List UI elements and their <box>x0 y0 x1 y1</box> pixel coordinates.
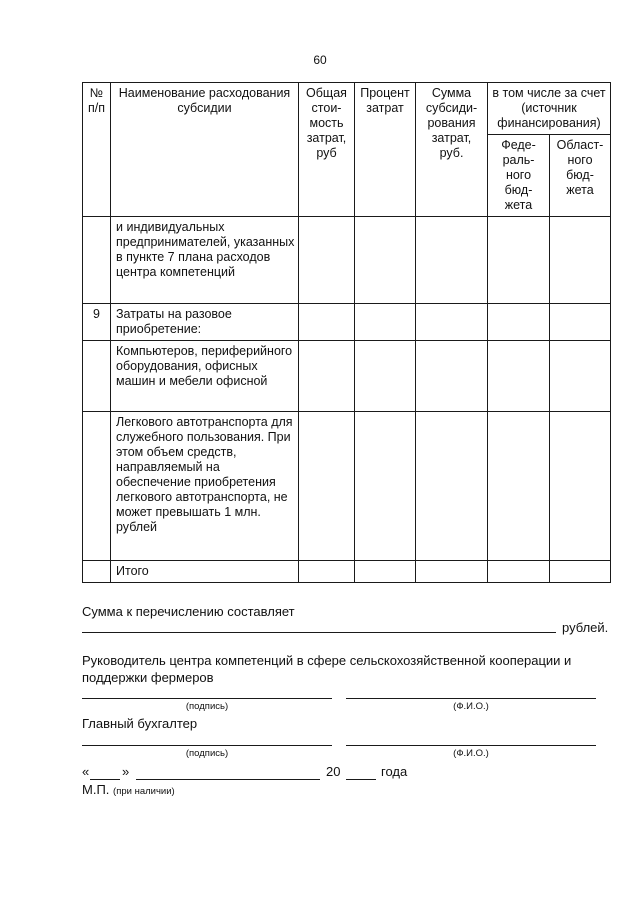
header-including: в том числе за счет (источник финансирования) <box>488 83 611 135</box>
subsidy-expense-table <box>82 82 611 583</box>
row-num <box>83 412 111 561</box>
stamp-abbrev: М.П. <box>82 782 110 797</box>
header-name: Наименование расходования субсидии <box>111 83 299 217</box>
date-close-quote: » <box>122 764 130 779</box>
head-fio-field[interactable] <box>346 698 596 699</box>
stamp-note: (при наличии) <box>113 786 175 797</box>
head-label: Руководитель центра компетенций в сфере сельскохозяйственной кооперации и поддержки фермеров <box>82 653 572 685</box>
head-signature-field[interactable] <box>82 698 332 699</box>
row-name: Итого <box>111 561 299 583</box>
cell-percent <box>355 304 416 341</box>
accountant-fio-hint: (Ф.И.О.) <box>453 748 489 759</box>
date-month-field[interactable] <box>136 779 320 780</box>
table-row-total <box>83 561 611 583</box>
table-row <box>83 341 611 412</box>
cell-total <box>299 341 355 412</box>
cell-federal <box>488 217 550 304</box>
header-subsidy-sum: Сумма субсиди- рования затрат, руб. <box>416 83 488 217</box>
accountant-signature-field[interactable] <box>82 745 332 746</box>
cell-percent <box>355 217 416 304</box>
cell-percent <box>355 561 416 583</box>
stamp-label <box>82 782 175 797</box>
row-num <box>83 341 111 412</box>
table-row <box>83 304 611 341</box>
cell-regional <box>550 217 611 304</box>
table-row <box>83 412 611 561</box>
page-number: 60 <box>313 53 327 67</box>
cell-percent <box>355 341 416 412</box>
row-name: и индивидуальных предпринимателей, указанных в пункте 7 плана расходов центра компетенций <box>111 217 299 304</box>
date-year-field[interactable] <box>346 779 376 780</box>
cell-sum <box>416 304 488 341</box>
cell-sum <box>416 341 488 412</box>
cell-federal <box>488 341 550 412</box>
header-federal-budget: Феде- раль- ного бюд- жета <box>488 135 550 217</box>
cell-regional <box>550 561 611 583</box>
sum-label: Сумма к перечислению составляет <box>82 604 295 619</box>
cell-federal <box>488 561 550 583</box>
cell-total <box>299 304 355 341</box>
rubles-label: рублей. <box>562 620 609 635</box>
row-name: Затраты на разовое приобретение: <box>111 304 299 341</box>
year-suffix: года <box>381 764 408 779</box>
row-name: Легкового автотранспорта для служебного пользования. При этом объем средств, направляемый на обеспечение приобретения легкового автотранспорта, не может превышать 1 млн. рублей <box>111 412 299 561</box>
row-num <box>83 217 111 304</box>
cell-sum <box>416 412 488 561</box>
accountant-fio-field[interactable] <box>346 745 596 746</box>
accountant-label: Главный бухгалтер <box>82 716 198 731</box>
cell-regional <box>550 412 611 561</box>
cell-federal <box>488 304 550 341</box>
sum-field[interactable] <box>82 632 556 633</box>
header-num: № п/п <box>83 83 111 217</box>
head-fio-hint: (Ф.И.О.) <box>453 701 489 712</box>
cell-regional <box>550 341 611 412</box>
cell-regional <box>550 304 611 341</box>
cell-sum <box>416 561 488 583</box>
row-num: 9 <box>83 304 111 341</box>
row-name: Компьютеров, периферийного оборудования, офисных машин и мебели офисной <box>111 341 299 412</box>
table-row <box>83 217 611 304</box>
cell-total <box>299 217 355 304</box>
date-open-quote: « <box>82 764 90 779</box>
accountant-signature-hint: (подпись) <box>185 748 229 759</box>
header-regional-budget: Област- ного бюд- жета <box>550 135 611 217</box>
cell-total <box>299 561 355 583</box>
date-day-field[interactable] <box>90 779 120 780</box>
cell-percent <box>355 412 416 561</box>
header-percent: Процент затрат <box>355 83 416 217</box>
header-total-cost: Общая стои- мость затрат, руб <box>299 83 355 217</box>
head-signature-hint: (подпись) <box>185 701 229 712</box>
cell-sum <box>416 217 488 304</box>
row-num <box>83 561 111 583</box>
cell-total <box>299 412 355 561</box>
cell-federal <box>488 412 550 561</box>
year-prefix: 20 <box>326 764 341 779</box>
